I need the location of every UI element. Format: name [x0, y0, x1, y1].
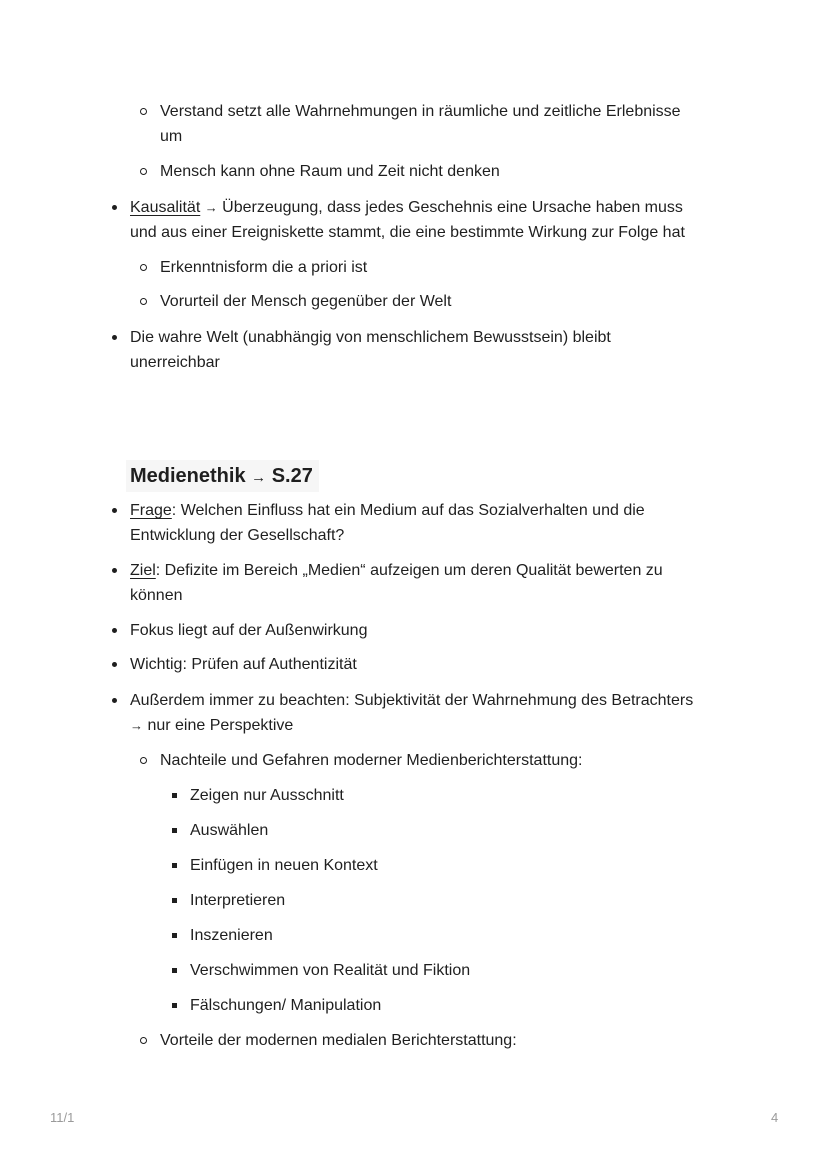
disc-bullet-icon [112, 508, 117, 513]
footer-left-label: 11/1 [50, 1110, 75, 1125]
list-item: Erkenntnisform die a priori ist [160, 259, 368, 276]
disc-bullet-icon [112, 628, 117, 633]
list-item-text: Überzeugung, dass jedes Geschehnis eine Ursache haben muss [222, 199, 683, 216]
circle-bullet-icon [140, 757, 147, 764]
square-bullet-icon [172, 898, 177, 903]
list-item: Die wahre Welt (unabhängig von menschlichem Bewusstsein) bleibt [130, 329, 611, 346]
circle-bullet-icon [140, 1037, 147, 1044]
list-item: Fokus liegt auf der Außenwirkung [130, 622, 368, 639]
list-item: Einfügen in neuen Kontext [190, 857, 378, 874]
heading-page-ref: S.27 [271, 465, 313, 487]
list-item: Nachteile und Gefahren moderner Medienberichterstattung: [160, 752, 583, 769]
disc-bullet-icon [112, 568, 117, 573]
square-bullet-icon [172, 933, 177, 938]
list-item [130, 498, 645, 523]
list-item: um [160, 128, 183, 145]
square-bullet-icon [172, 1003, 177, 1008]
list-item-text: nur eine Perspektive [147, 717, 294, 734]
list-item: Zeigen nur Ausschnitt [190, 787, 344, 804]
list-item: Vorurteil der Mensch gegenüber der Welt [160, 293, 452, 310]
circle-bullet-icon [140, 298, 147, 305]
list-item: Vorteile der modernen medialen Berichterstattung: [160, 1032, 517, 1049]
list-item [130, 195, 683, 220]
list-item: Fälschungen/ Manipulation [190, 997, 382, 1014]
list-item: Inszenieren [190, 927, 273, 944]
list-item: Außerdem immer zu beachten: Subjektivität der Wahrnehmung des Betrachters [130, 692, 694, 709]
term-frage: Frage [130, 502, 172, 519]
disc-bullet-icon [112, 205, 117, 210]
list-item-text: : Defizite im Bereich „Medien“ aufzeigen um deren Qualität bewerten zu [155, 562, 663, 579]
circle-bullet-icon [140, 168, 147, 175]
list-item: Entwicklung der Gesellschaft? [130, 527, 345, 544]
heading-title: Medienethik [130, 465, 246, 487]
disc-bullet-icon [112, 335, 117, 340]
list-item [130, 558, 663, 583]
term-kausalitaet: Kausalität [130, 199, 201, 216]
square-bullet-icon [172, 968, 177, 973]
disc-bullet-icon [112, 698, 117, 703]
disc-bullet-icon [112, 662, 117, 667]
square-bullet-icon [172, 793, 177, 798]
circle-bullet-icon [140, 264, 147, 271]
arrow-icon: → [204, 200, 218, 215]
section-heading [126, 460, 319, 492]
list-item: Verstand setzt alle Wahrnehmungen in räumliche und zeitliche Erlebnisse [160, 103, 681, 120]
circle-bullet-icon [140, 108, 147, 115]
list-item: können [130, 587, 183, 604]
list-item: Interpretieren [190, 892, 286, 909]
list-item: Mensch kann ohne Raum und Zeit nicht denken [160, 163, 500, 180]
square-bullet-icon [172, 828, 177, 833]
square-bullet-icon [172, 863, 177, 868]
arrow-icon: → [130, 718, 143, 733]
list-item: Wichtig: Prüfen auf Authentizität [130, 656, 357, 673]
list-item: Auswählen [190, 822, 269, 839]
list-item-text: : Welchen Einfluss hat ein Medium auf das Sozialverhalten und die [171, 502, 645, 519]
list-item: und aus einer Ereigniskette stammt, die eine bestimmte Wirkung zur Folge hat [130, 224, 685, 241]
arrow-icon: → [251, 469, 267, 486]
page-number: 4 [771, 1110, 779, 1125]
term-ziel: Ziel [130, 562, 156, 579]
list-item: Verschwimmen von Realität und Fiktion [190, 962, 471, 979]
list-item [130, 713, 293, 738]
list-item: unerreichbar [130, 354, 220, 371]
